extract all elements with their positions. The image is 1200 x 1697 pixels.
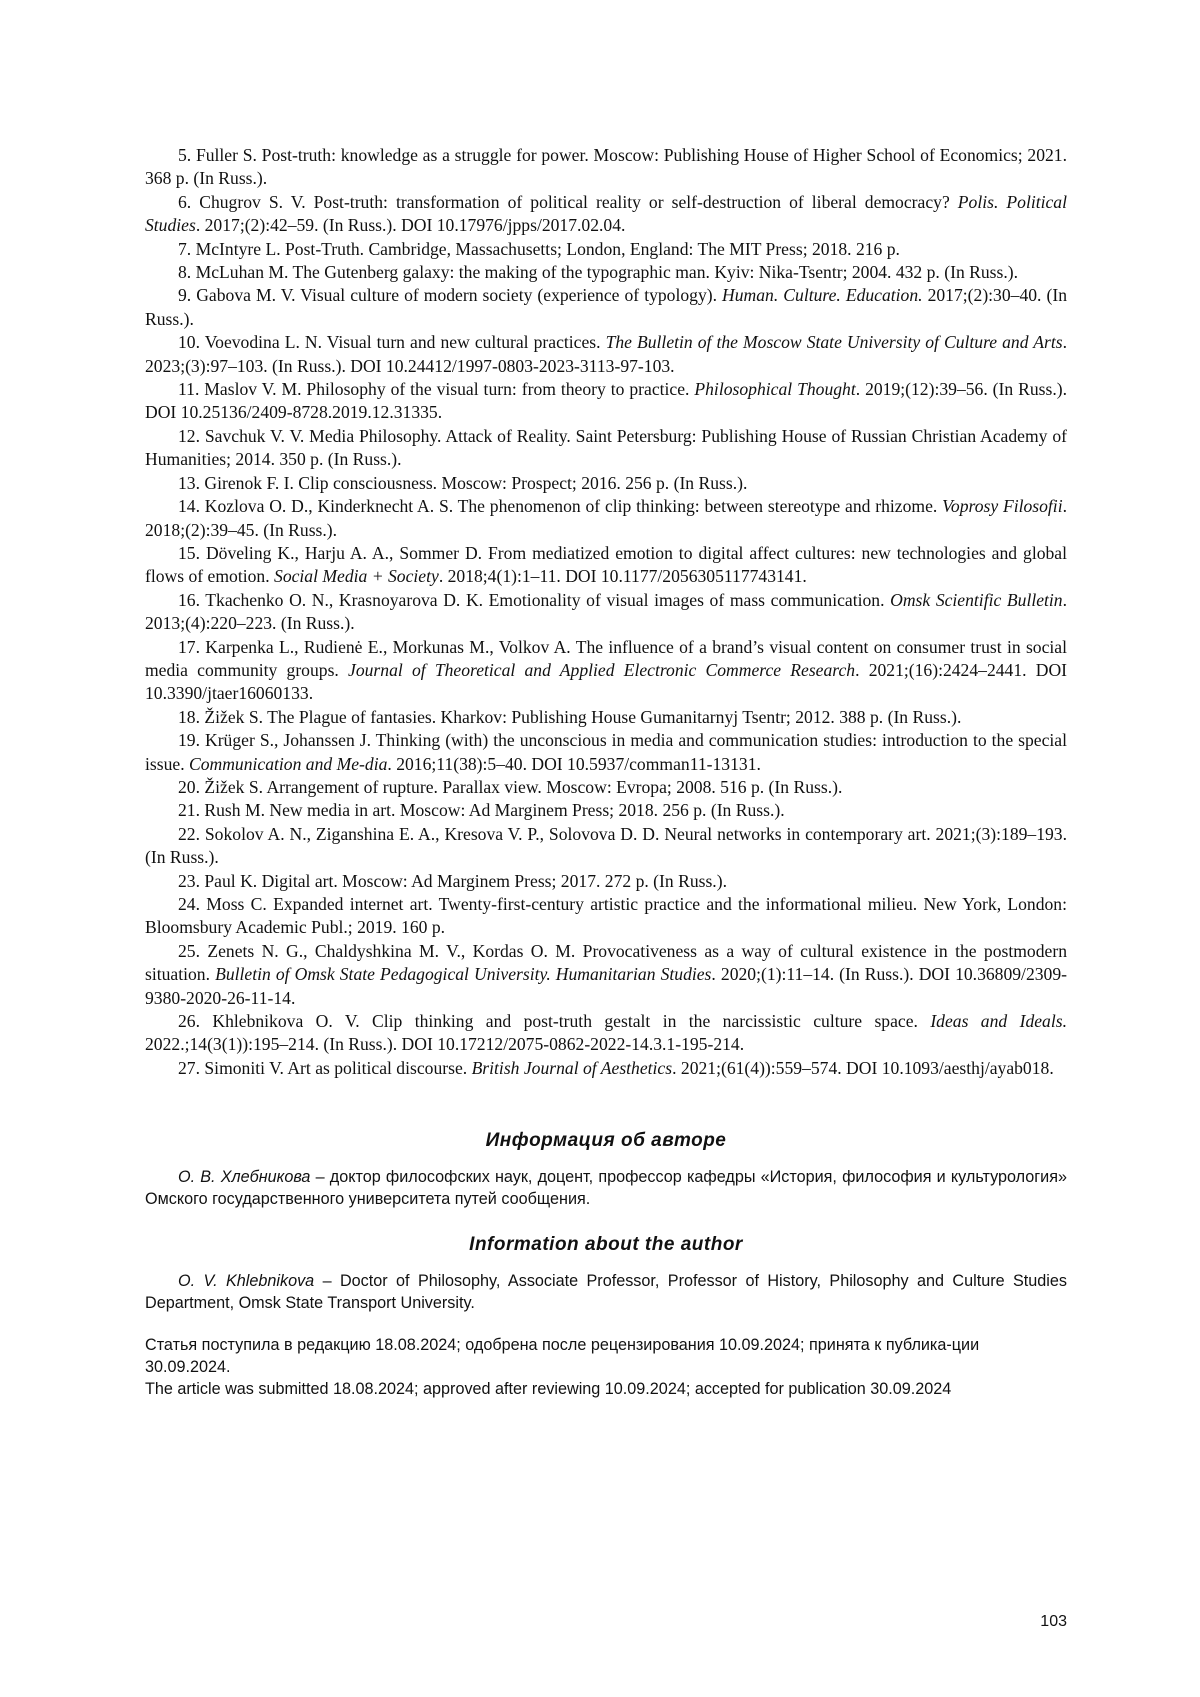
reference-details: . 2023;(3):97–103. (In Russ.). DOI 10.24412/1997-0803-2023-3113-97-103.	[145, 332, 1067, 375]
author-info-title-en: Information about the author	[145, 1234, 1067, 1256]
reference-text: 22. Sokolov A. N., Ziganshina E. A., Kresova V. P., Solovova D. D. Neural networks in contemporary art. 2021;(3):189–193. (In Russ.).	[145, 824, 1067, 867]
reference-item	[145, 776, 1067, 799]
reference-details: . 2020;(1):11–14. (In Russ.). DOI 10.36809/2309-9380-2020-26-11-14.	[145, 964, 1067, 1007]
reference-text: 16. Tkachenko O. N., Krasnoyarova D. K. Emotionality of visual images of mass communication.	[178, 590, 890, 610]
reference-item	[145, 729, 1067, 776]
reference-text: 18. Žižek S. The Plague of fantasies. Kharkov: Publishing House Gumanitarnyj Tsentr; 2012. 388 p. (In Russ.).	[178, 707, 961, 727]
reference-journal: British Journal of Aesthetics	[472, 1058, 673, 1078]
author-name-en: O. V. Khlebnikova	[178, 1272, 314, 1290]
reference-journal: Bulletin of Omsk State Pedagogical University. Humanitarian Studies	[215, 964, 711, 984]
reference-text: 12. Savchuk V. V. Media Philosophy. Attack of Reality. Saint Petersburg: Publishing House of Russian Christian Academy of Humanities; 2014. 350 p. (In Russ.).	[145, 426, 1067, 469]
reference-item	[145, 940, 1067, 1010]
reference-details: 2017;(2):30–40. (In Russ.).	[145, 285, 1067, 328]
reference-item	[145, 1010, 1067, 1057]
reference-item	[145, 472, 1067, 495]
reference-details: 2022.;14(3(1)):195–214. (In Russ.). DOI 10.17212/2075-0862-2022-14.3.1-195-214.	[145, 1034, 744, 1054]
reference-text: 24. Moss C. Expanded internet art. Twenty-first-century artistic practice and the informational milieu. New York, London: Bloomsbury Academic Publ.; 2019. 160 p.	[145, 894, 1067, 937]
reference-details: . 2018;4(1):1–11. DOI 10.1177/2056305117743141.	[439, 566, 807, 586]
reference-journal: Voprosy Filosofii	[942, 496, 1062, 516]
reference-item	[145, 495, 1067, 542]
author-info-en	[145, 1270, 1067, 1314]
reference-journal: Social Media + Society	[274, 566, 439, 586]
reference-text: 10. Voevodina L. N. Visual turn and new cultural practices.	[178, 332, 606, 352]
submission-notes	[145, 1334, 1067, 1400]
reference-text: 11. Maslov V. M. Philosophy of the visual turn: from theory to practice.	[178, 379, 694, 399]
reference-item	[145, 589, 1067, 636]
page-content	[145, 144, 1067, 1400]
reference-text: 9. Gabova M. V. Visual culture of modern society (experience of typology).	[178, 285, 722, 305]
reference-journal: Omsk Scientific Bulletin	[890, 590, 1062, 610]
reference-item	[145, 261, 1067, 284]
author-name-ru: О. В. Хлебникова	[178, 1168, 310, 1186]
reference-journal: Human. Culture. Education.	[722, 285, 923, 305]
reference-details: . 2021;(16):2424–2441. DOI 10.3390/jtaer16060133.	[145, 660, 1067, 703]
reference-text: 17. Karpenka L., Rudienė E., Morkunas M., Volkov A. The influence of a brand’s visual content on consumer trust in social media community groups.	[145, 637, 1067, 680]
reference-item	[145, 191, 1067, 238]
reference-text: 21. Rush M. New media in art. Moscow: Ad Marginem Press; 2018. 256 p. (In Russ.).	[178, 800, 785, 820]
reference-item	[145, 706, 1067, 729]
reference-text: 13. Girenok F. I. Clip consciousness. Moscow: Prospect; 2016. 256 p. (In Russ.).	[178, 473, 747, 493]
author-info-title-ru: Информация об авторе	[145, 1130, 1067, 1152]
reference-item	[145, 331, 1067, 378]
submission-note-en: The article was submitted 18.08.2024; approved after reviewing 10.09.2024; accepted for publication 30.09.2024	[145, 1378, 1067, 1400]
reference-journal: Communication and Me-dia	[189, 754, 387, 774]
reference-item	[145, 870, 1067, 893]
reference-item	[145, 893, 1067, 940]
author-description-ru: – доктор философских наук, доцент, профессор кафедры «История, философия и культурология» Омского государственного университета путей сообщения.	[145, 1168, 1067, 1208]
reference-journal: Philosophical Thought	[694, 379, 855, 399]
reference-text: 25. Zenets N. G., Chaldyshkina M. V., Kordas O. M. Provocativeness as a way of cultural existence in the postmodern situation.	[145, 941, 1067, 984]
reference-text: 20. Žižek S. Arrangement of rupture. Parallax view. Moscow: Evropa; 2008. 516 p. (In Russ.).	[178, 777, 842, 797]
reference-item	[145, 823, 1067, 870]
page-number: 103	[1040, 1613, 1067, 1631]
reference-journal: The Bulletin of the Moscow State University of Culture and Arts	[606, 332, 1063, 352]
reference-text: 15. Döveling K., Harju A. A., Sommer D. From mediatized emotion to digital affect cultures: new technologies and global flows of emotion.	[145, 543, 1067, 586]
reference-details: . 2016;11(38):5–40. DOI 10.5937/comman11-13131.	[387, 754, 761, 774]
reference-item	[145, 144, 1067, 191]
reference-text: 7. McIntyre L. Post-Truth. Cambridge, Massachusetts; London, England: The MIT Press; 2018. 216 p.	[178, 239, 900, 259]
reference-details: . 2013;(4):220–223. (In Russ.).	[145, 590, 1067, 633]
reference-item	[145, 378, 1067, 425]
reference-text: 26. Khlebnikova O. V. Clip thinking and post-truth gestalt in the narcissistic culture space.	[178, 1011, 930, 1031]
reference-item	[145, 425, 1067, 472]
reference-text: 5. Fuller S. Post-truth: knowledge as a struggle for power. Moscow: Publishing House of Higher School of Economics; 2021. 368 p. (In Russ.).	[145, 145, 1067, 188]
reference-item	[145, 636, 1067, 706]
reference-text: 6. Chugrov S. V. Post-truth: transformation of political reality or self-destruction of liberal democracy?	[178, 192, 958, 212]
reference-journal: Polis. Political Studies	[145, 192, 1067, 235]
reference-details: . 2021;(61(4)):559–574. DOI 10.1093/aesthj/ayab018.	[672, 1058, 1054, 1078]
reference-item	[145, 799, 1067, 822]
reference-details: . 2017;(2):42–59. (In Russ.). DOI 10.17976/jpps/2017.02.04.	[196, 215, 626, 235]
reference-text: 27. Simoniti V. Art as political discourse.	[178, 1058, 472, 1078]
reference-details: . 2018;(2):39–45. (In Russ.).	[145, 496, 1067, 539]
reference-journal: Journal of Theoretical and Applied Electronic Commerce Research	[348, 660, 855, 680]
reference-details: . 2019;(12):39–56. (In Russ.). DOI 10.25136/2409-8728.2019.12.31335.	[145, 379, 1067, 422]
reference-item	[145, 284, 1067, 331]
reference-item	[145, 238, 1067, 261]
reference-text: 8. McLuhan M. The Gutenberg galaxy: the making of the typographic man. Kyiv: Nika-Tsentr; 2004. 432 p. (In Russ.).	[178, 262, 1018, 282]
reference-item	[145, 1057, 1067, 1080]
author-info-ru	[145, 1166, 1067, 1210]
reference-text: 23. Paul K. Digital art. Moscow: Ad Marginem Press; 2017. 272 p. (In Russ.).	[178, 871, 727, 891]
reference-text: 14. Kozlova O. D., Kinderknecht A. S. The phenomenon of clip thinking: between stereotype and rhizome.	[178, 496, 942, 516]
reference-text: 19. Krüger S., Johanssen J. Thinking (with) the unconscious in media and communication studies: introduction to the special issue.	[145, 730, 1067, 773]
author-description-en: – Doctor of Philosophy, Associate Professor, Professor of History, Philosophy and Culture Studies Department, Omsk State Transport University.	[145, 1272, 1067, 1312]
reference-item	[145, 542, 1067, 589]
reference-list	[145, 144, 1067, 1080]
submission-note-ru: Статья поступила в редакцию 18.08.2024; одобрена после рецензирования 10.09.2024; принята к публика-ции 30.09.2024.	[145, 1334, 1067, 1378]
reference-journal: Ideas and Ideals.	[930, 1011, 1067, 1031]
